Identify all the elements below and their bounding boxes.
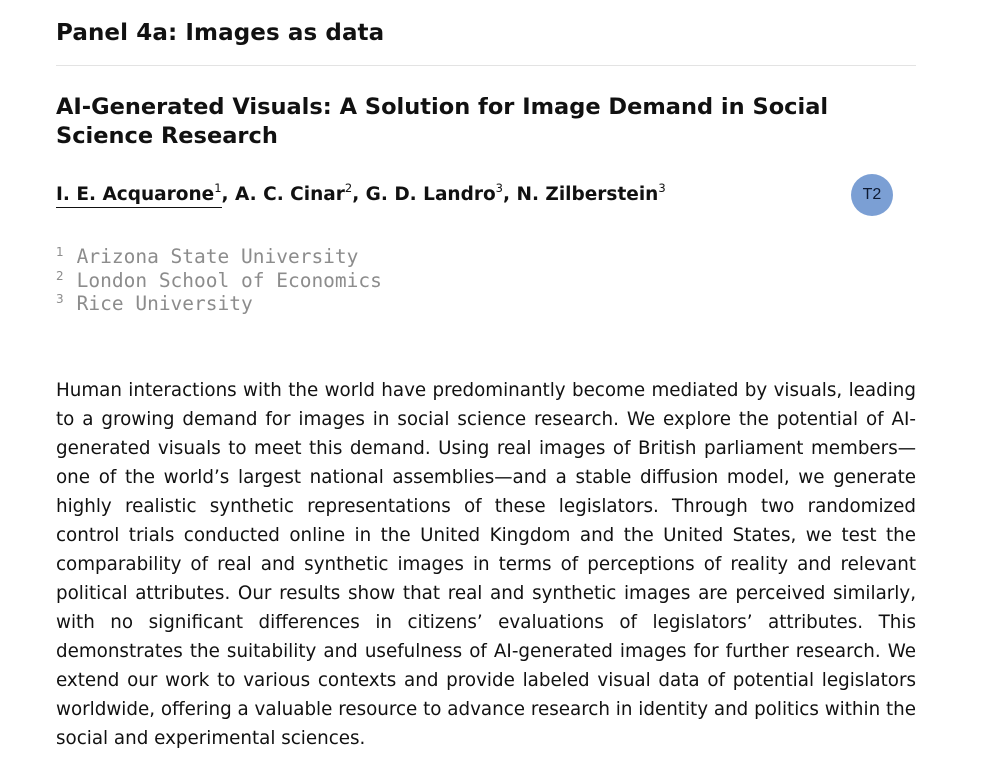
- panel-title: Panel 4a: Images as data: [56, 20, 385, 46]
- session-badge: T2: [851, 174, 893, 216]
- affiliation-name: Arizona State University: [76, 245, 359, 268]
- author-name: A. C. Cinar: [235, 184, 345, 205]
- affiliation-item: [56, 269, 382, 293]
- author-separator: ,: [221, 184, 235, 205]
- author-separator: ,: [352, 184, 366, 205]
- author-name: N. Zilberstein: [516, 184, 659, 205]
- author-separator: ,: [503, 184, 517, 205]
- affiliation-name: Rice University: [76, 292, 253, 315]
- header-divider: [56, 65, 916, 66]
- affiliation-number: 3: [56, 292, 64, 306]
- author-affiliation-mark: 3: [658, 181, 666, 195]
- affiliation-item: [56, 245, 382, 269]
- author-name: G. D. Landro: [365, 184, 496, 205]
- abstract-text: Human interactions with the world have predominantly become mediated by visuals, leading to a growing demand for images in social science research. We explore the potential of AI-generated visuals to meet this demand. Using real images of British parliament members—one of the world’s largest national assemblies—and a stable diffusion model, we generate highly realistic synthetic representations of these legislators. Through two randomized control trials conducted online in the United Kingdom and the United States, we test the comparability of real and synthetic images in terms of perceptions of reality and relevant political attributes. Our results show that real and synthetic images are perceived similarly, with no significant differences in citizens’ evaluations of legislators’ attributes. This demonstrates the suitability and usefulness of AI-generated images for further research. We extend our work to various contexts and provide labeled visual data of potential legislators worldwide, offering a valuable resource to advance research in identity and politics within the social and experimental sciences.: [56, 380, 916, 750]
- affiliation-list: [56, 245, 382, 316]
- affiliation-number: 1: [56, 245, 64, 259]
- author-3: [365, 181, 503, 205]
- paper-title: AI-Generated Visuals: A Solution for Image Demand in Social Science Research: [56, 94, 829, 149]
- author-2: [235, 181, 353, 205]
- author-affiliation-mark: 1: [214, 181, 222, 195]
- affiliation-name: London School of Economics: [76, 268, 382, 292]
- author-affiliation-mark: 3: [495, 181, 503, 195]
- author-1: [56, 181, 222, 208]
- affiliation-item: [56, 292, 382, 316]
- author-affiliation-mark: 2: [344, 181, 353, 195]
- affiliation-number: 2: [56, 268, 64, 283]
- author-name: I. E. Acquarone: [56, 184, 215, 205]
- author-4: [516, 181, 666, 205]
- author-list: [56, 181, 666, 208]
